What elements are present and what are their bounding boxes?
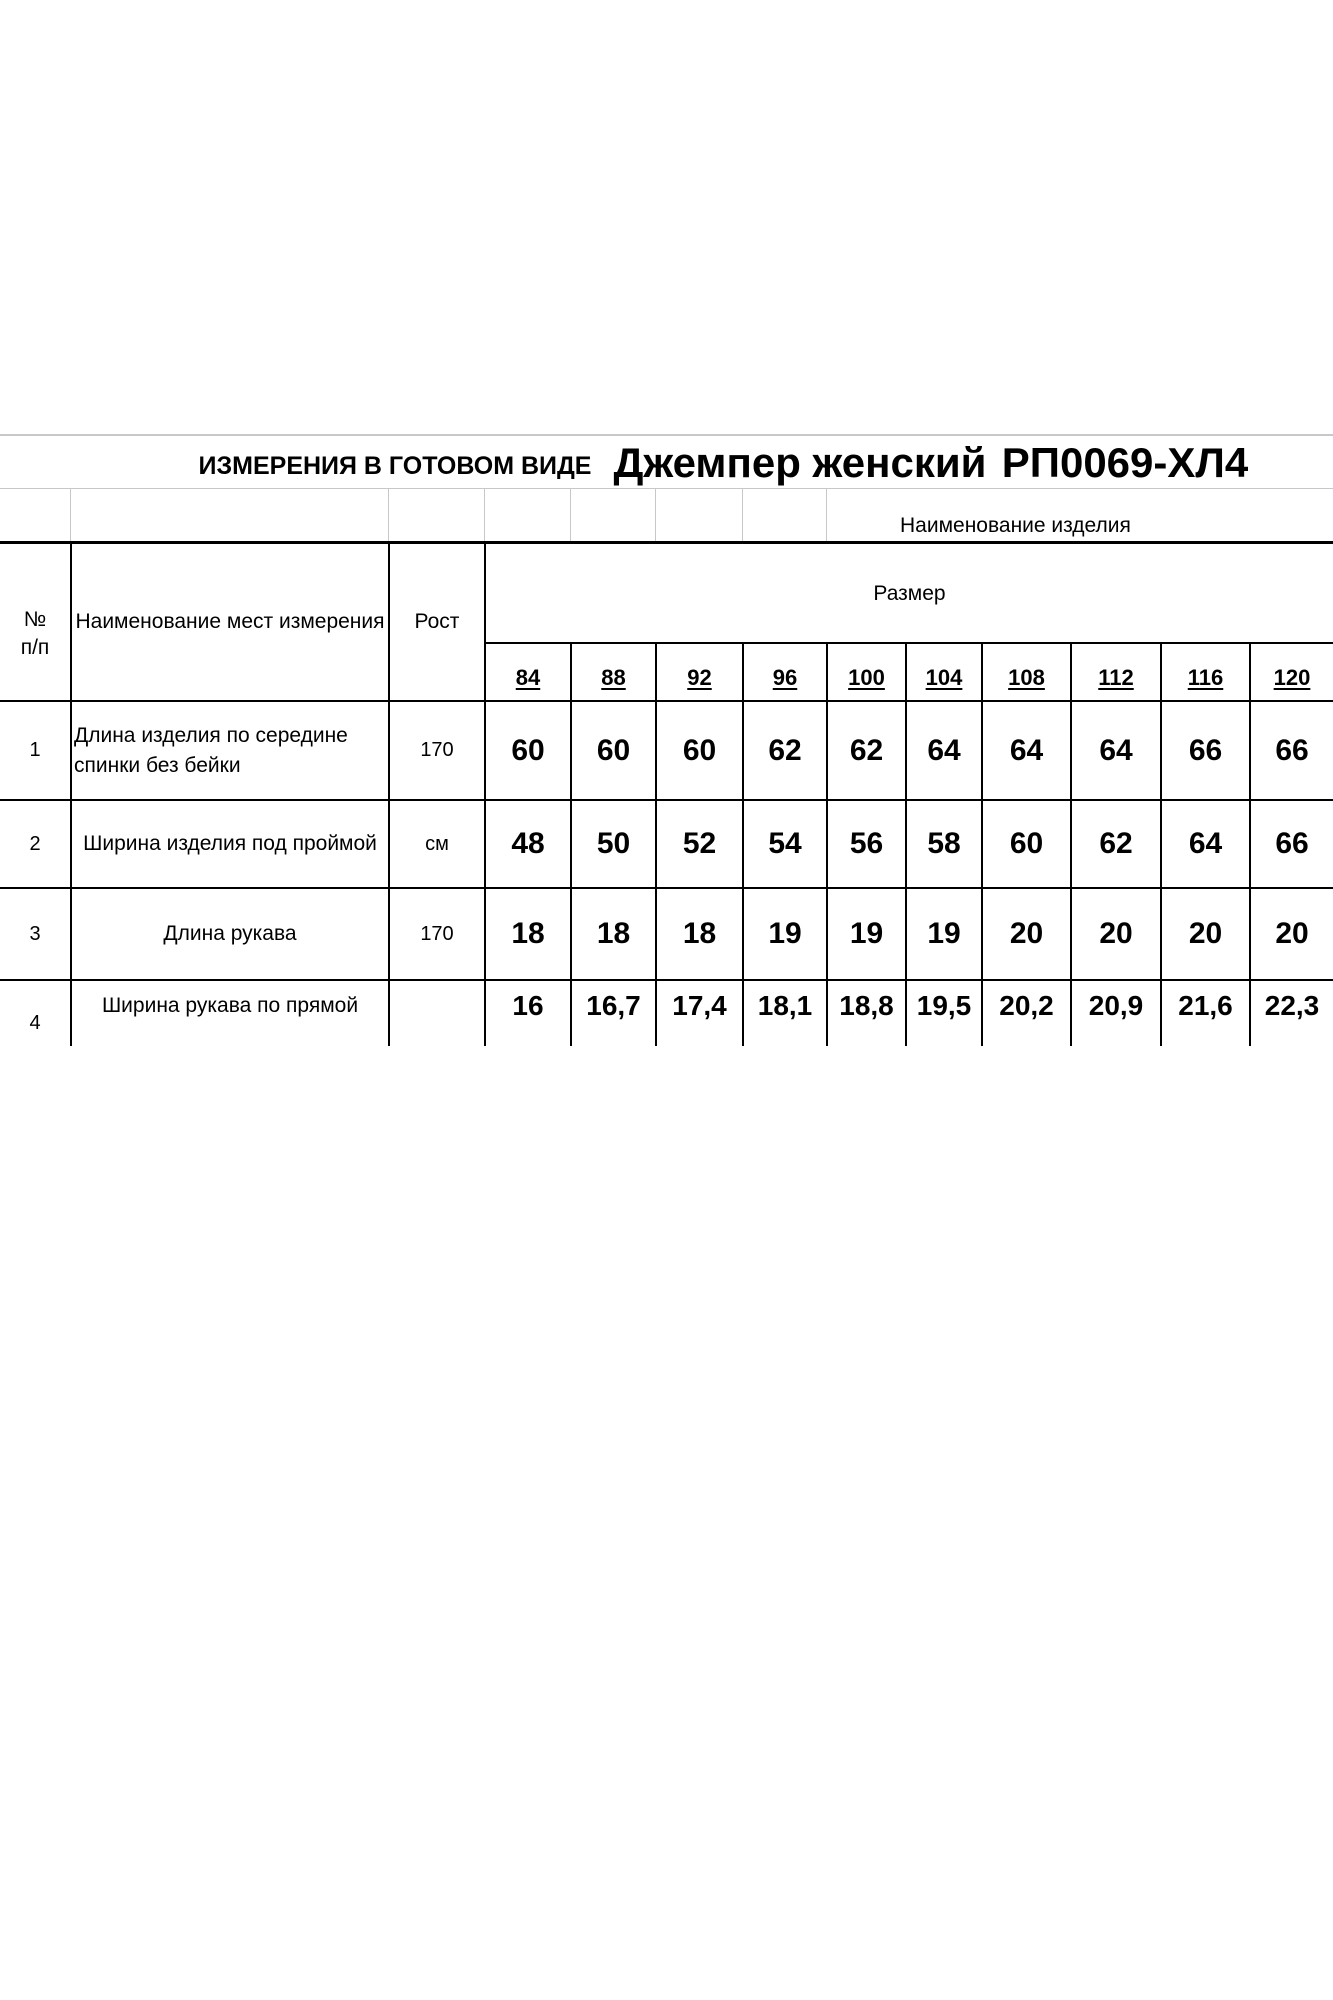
row-number: 2: [29, 832, 41, 855]
row-value: 66: [1188, 733, 1223, 767]
grid-line: [0, 488, 1333, 489]
size-104: 104: [925, 665, 963, 690]
row-value: 58: [927, 827, 961, 860]
row-value: 62: [768, 733, 802, 767]
row-height: 170: [420, 739, 454, 761]
title-prefix: ИЗМЕРЕНИЯ В ГОТОВОМ ВИДЕ: [198, 451, 592, 480]
grid-line: [570, 489, 571, 541]
header-height: Рост: [414, 610, 460, 633]
row-value: 22,3: [1264, 990, 1320, 1021]
row-value: 54: [768, 827, 802, 860]
row-value: 60: [596, 733, 631, 767]
row-value: 16: [512, 990, 544, 1021]
grid-line: [484, 642, 1333, 644]
grid-line: [388, 489, 389, 541]
row-value: 60: [1009, 827, 1044, 860]
row-height: [390, 981, 484, 1031]
row-value: 62: [1099, 827, 1133, 860]
size-96: 96: [772, 665, 798, 690]
row-value: 19,5: [916, 990, 972, 1021]
row-number: 4: [29, 1012, 41, 1034]
product-name-label: Наименование изделия: [900, 514, 1131, 537]
row-value: 18: [511, 917, 545, 950]
row-height: см: [425, 832, 449, 855]
row-value: 62: [849, 733, 884, 767]
row-value: 17,4: [672, 990, 727, 1021]
row-value: 66: [1275, 827, 1309, 860]
row-value: 52: [682, 827, 717, 860]
size-84: 84: [515, 665, 541, 690]
size-92: 92: [687, 665, 712, 690]
row-value: 64: [927, 733, 961, 767]
size-112: 112: [1098, 665, 1134, 690]
row-height: 170: [420, 922, 454, 945]
grid-line: [70, 489, 71, 541]
size-88: 88: [601, 665, 626, 690]
row-value: 18,8: [839, 990, 894, 1021]
header-size: Размер: [873, 582, 946, 605]
row-value: 66: [1275, 733, 1309, 767]
measurement-table: [0, 434, 1333, 1046]
title-product: Джемпер женский: [613, 439, 987, 486]
row-value: 20: [1099, 917, 1133, 950]
row-value: 20: [1009, 917, 1044, 950]
row-value: 50: [596, 827, 631, 860]
size-108: 108: [1008, 665, 1045, 690]
row-value: 20: [1275, 917, 1309, 950]
grid-line: [742, 489, 743, 541]
size-100: 100: [848, 665, 885, 690]
row-name: Длина рукава: [163, 922, 297, 945]
size-116: 116: [1187, 665, 1224, 690]
grid-line: [484, 489, 485, 541]
row-value: 20: [1188, 917, 1223, 950]
row-value: 20,9: [1088, 990, 1144, 1021]
row-value: 48: [511, 827, 545, 860]
row-name: Ширина рукава по прямой: [101, 994, 359, 1017]
row-value: 64: [1009, 733, 1044, 767]
header-number: № п/п: [20, 608, 50, 659]
row-value: 21,6: [1178, 990, 1233, 1021]
row-value: 64: [1188, 827, 1223, 860]
row-value: 18,1: [757, 990, 813, 1021]
row-number: 1: [29, 739, 41, 761]
row-value: 20,2: [999, 990, 1054, 1021]
header-measurement: Наименование мест измерения: [75, 610, 385, 633]
grid-line: [655, 489, 656, 541]
row-number: 3: [29, 922, 41, 945]
row-value: 19: [849, 917, 884, 950]
row-value: 56: [849, 827, 884, 860]
row-value: 60: [682, 733, 717, 767]
row-value: 16,7: [586, 990, 641, 1021]
row-value: 18: [682, 917, 717, 950]
grid-line: [0, 434, 1333, 436]
row-value: 18: [596, 917, 631, 950]
row-name: Длина изделия по середине спинки без бейки: [74, 723, 348, 777]
row-value: 19: [927, 917, 961, 950]
row-value: 19: [768, 917, 802, 950]
grid-line: [826, 489, 827, 541]
title-code: РП0069-ХЛ4: [1001, 439, 1249, 486]
row-name: Ширина изделия под проймой: [83, 832, 377, 855]
row-value: 60: [511, 733, 545, 767]
row-value: 64: [1099, 733, 1133, 767]
size-120: 120: [1273, 665, 1311, 690]
